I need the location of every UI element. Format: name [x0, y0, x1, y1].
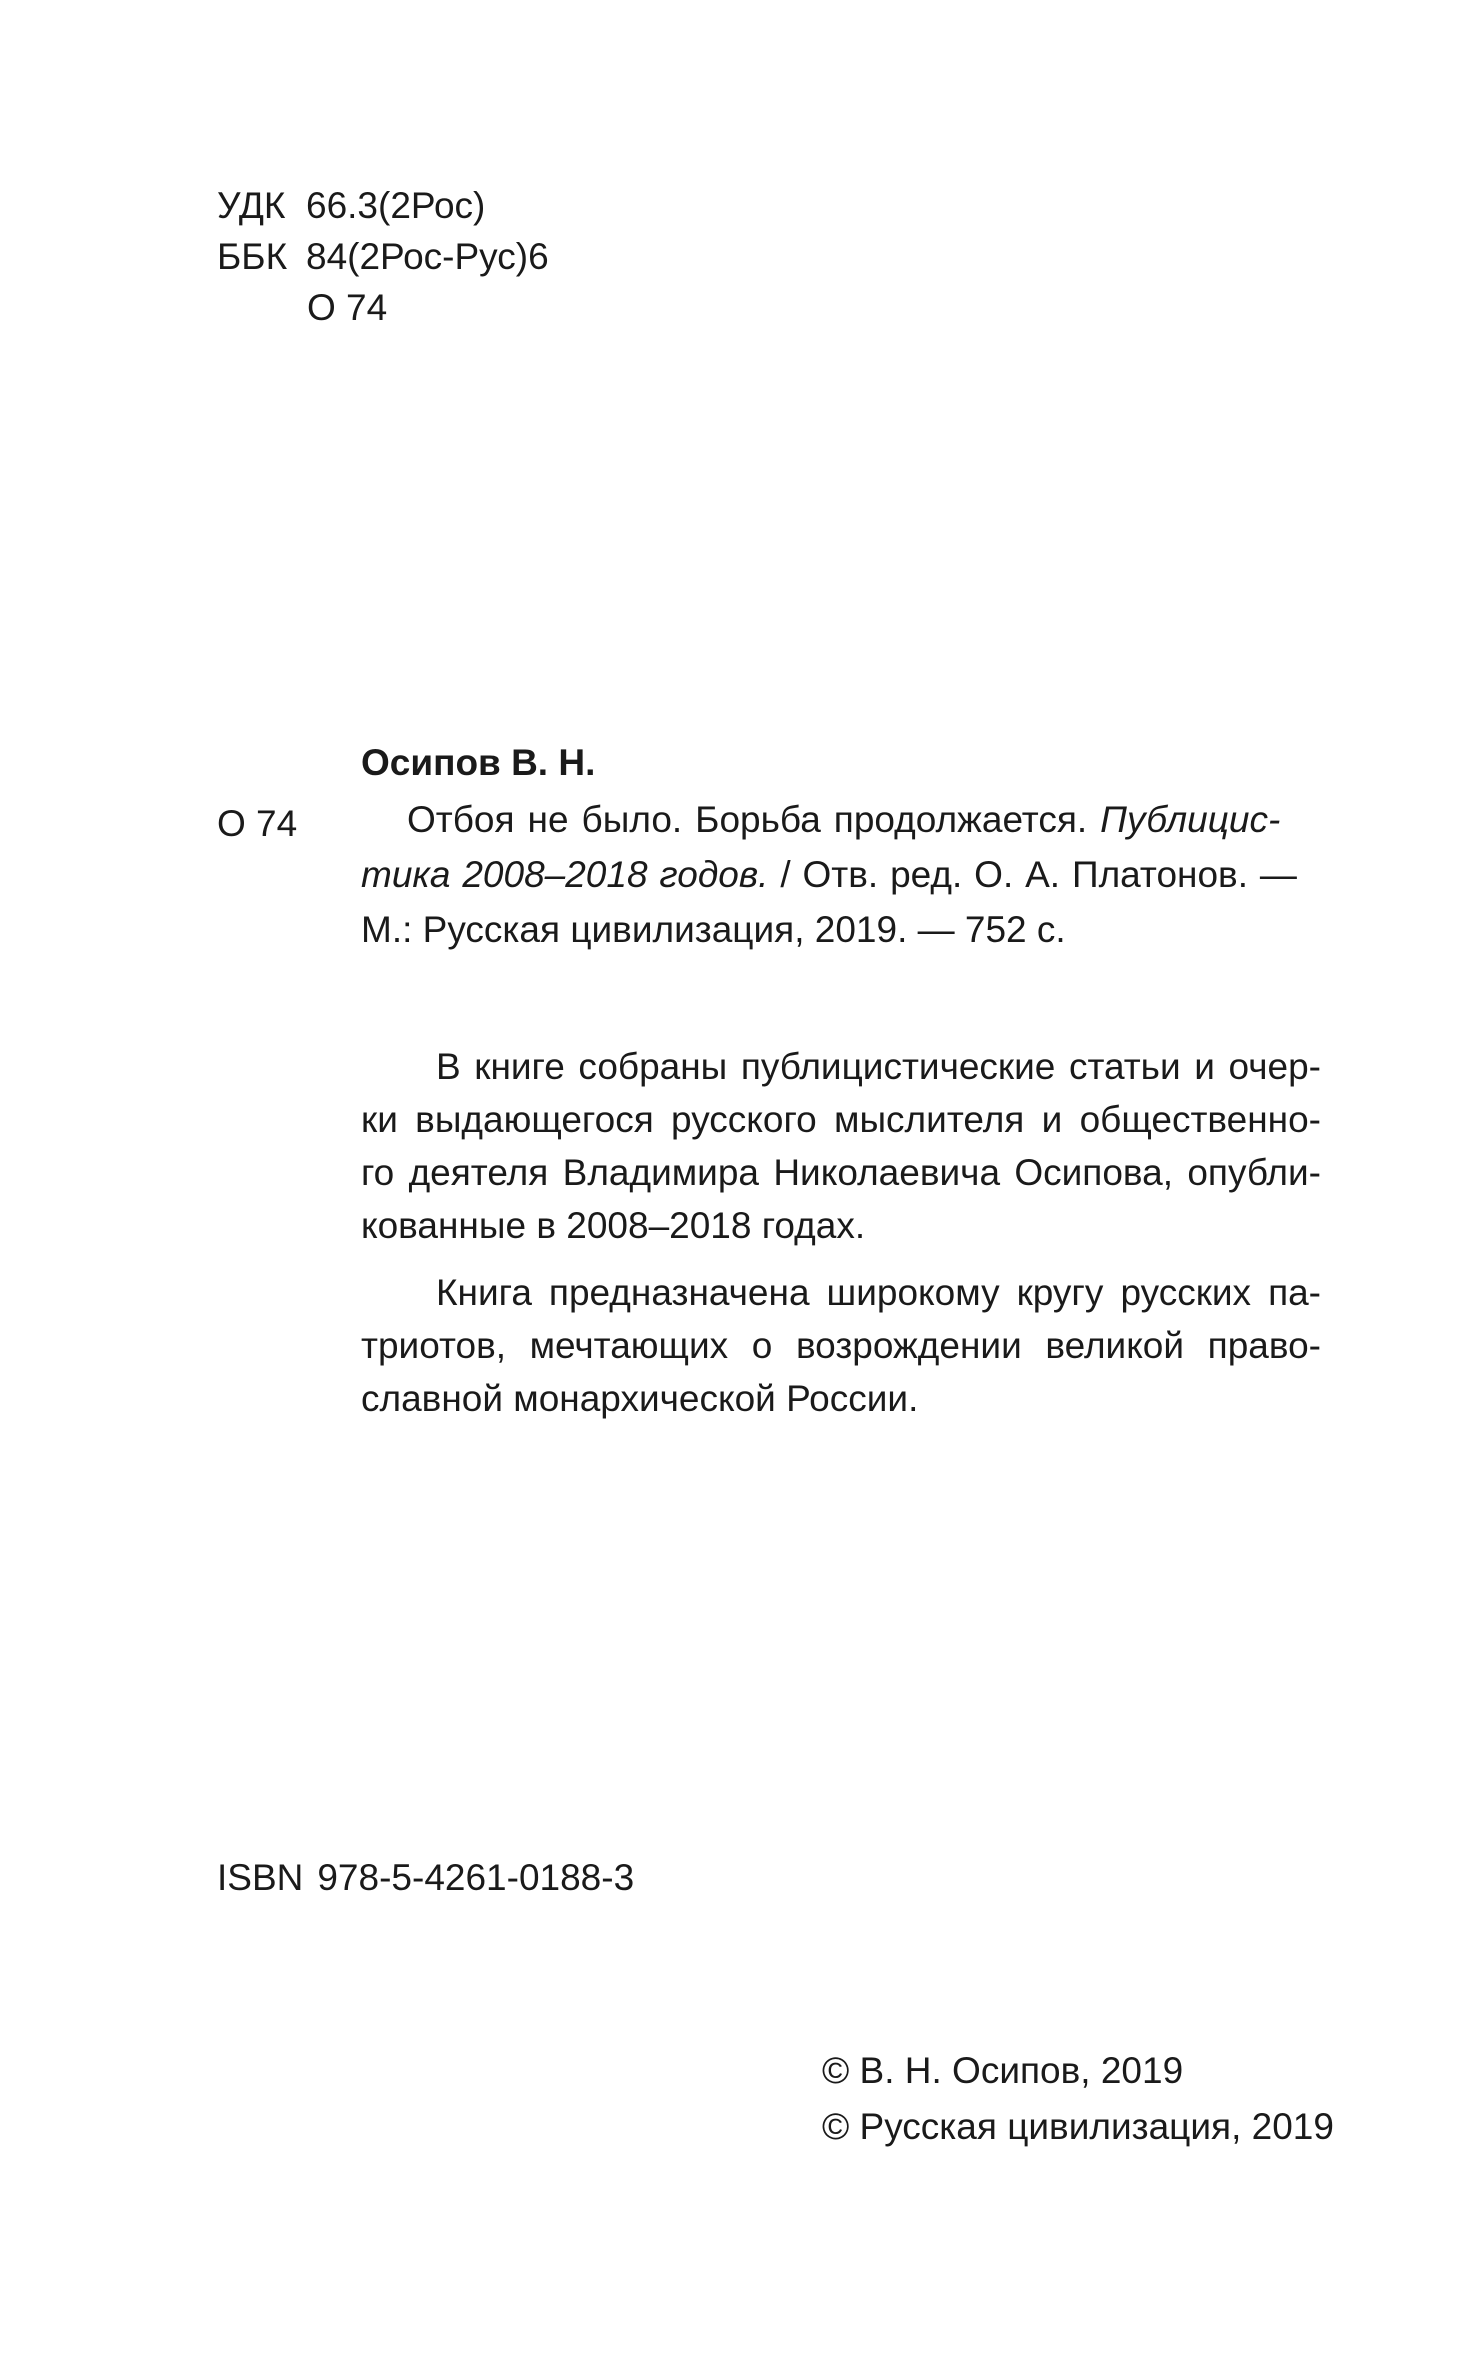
biblio-line-2 — [361, 847, 1321, 902]
isbn-label: ISBN — [217, 1857, 304, 1898]
annotation-p2-line-3: славной монархической России. — [361, 1378, 919, 1419]
isbn-value: 978-5-4261-0188-3 — [317, 1857, 635, 1898]
isbn — [217, 1852, 634, 1903]
annotation-p2-line-2: триотов, мечтающих о возрождении великой право- — [361, 1325, 1321, 1366]
annotation — [361, 1040, 1321, 1425]
bbk-label: ББК — [217, 236, 288, 277]
biblio-line-1 — [361, 792, 1321, 847]
subtitle-part-1: Публицис- — [1100, 799, 1281, 840]
author-heading: Осипов В. Н. — [361, 742, 596, 783]
udk-label: УДК — [217, 185, 286, 226]
udk-value: 66.3(2Рос) — [306, 185, 486, 226]
bbk-row — [217, 231, 549, 282]
subtitle-part-2: тика 2008–2018 годов. — [361, 854, 769, 895]
copyright-block — [822, 2043, 1334, 2155]
annotation-p1-line-3: го деятеля Владимира Николаевича Осипова, опубли- — [361, 1152, 1321, 1193]
annotation-p1-line-4: кованные в 2008–2018 годах. — [361, 1205, 866, 1246]
bbk-value: 84(2Рос-Рус)6 — [306, 236, 549, 277]
cutter-value-top: О 74 — [307, 287, 388, 328]
annotation-p2-line-1: Книга предназначена широкому кругу русских па- — [436, 1272, 1321, 1313]
copyright-author: © В. Н. Осипов, 2019 — [822, 2050, 1184, 2091]
book-title: Отбоя не было. Борьба продолжается. — [407, 799, 1088, 840]
publication-info: М.: Русская цивилизация, 2019. — 752 с. — [361, 909, 1066, 950]
biblio-line-3 — [361, 902, 1321, 957]
copyright-publisher: © Русская цивилизация, 2019 — [822, 2106, 1334, 2147]
cutter-mark: О 74 — [217, 803, 298, 844]
annotation-p1-line-2: ки выдающегося русского мыслителя и общественно- — [361, 1099, 1321, 1140]
cutter-mark-top — [217, 282, 549, 333]
udk-row — [217, 180, 549, 231]
annotation-p1-line-1: В книге собраны публицистические статьи и очер- — [436, 1046, 1321, 1087]
editor-statement: / Отв. ред. О. А. Платонов. — — [780, 854, 1297, 895]
bibliographic-description — [361, 792, 1321, 957]
classification-block — [217, 180, 549, 333]
